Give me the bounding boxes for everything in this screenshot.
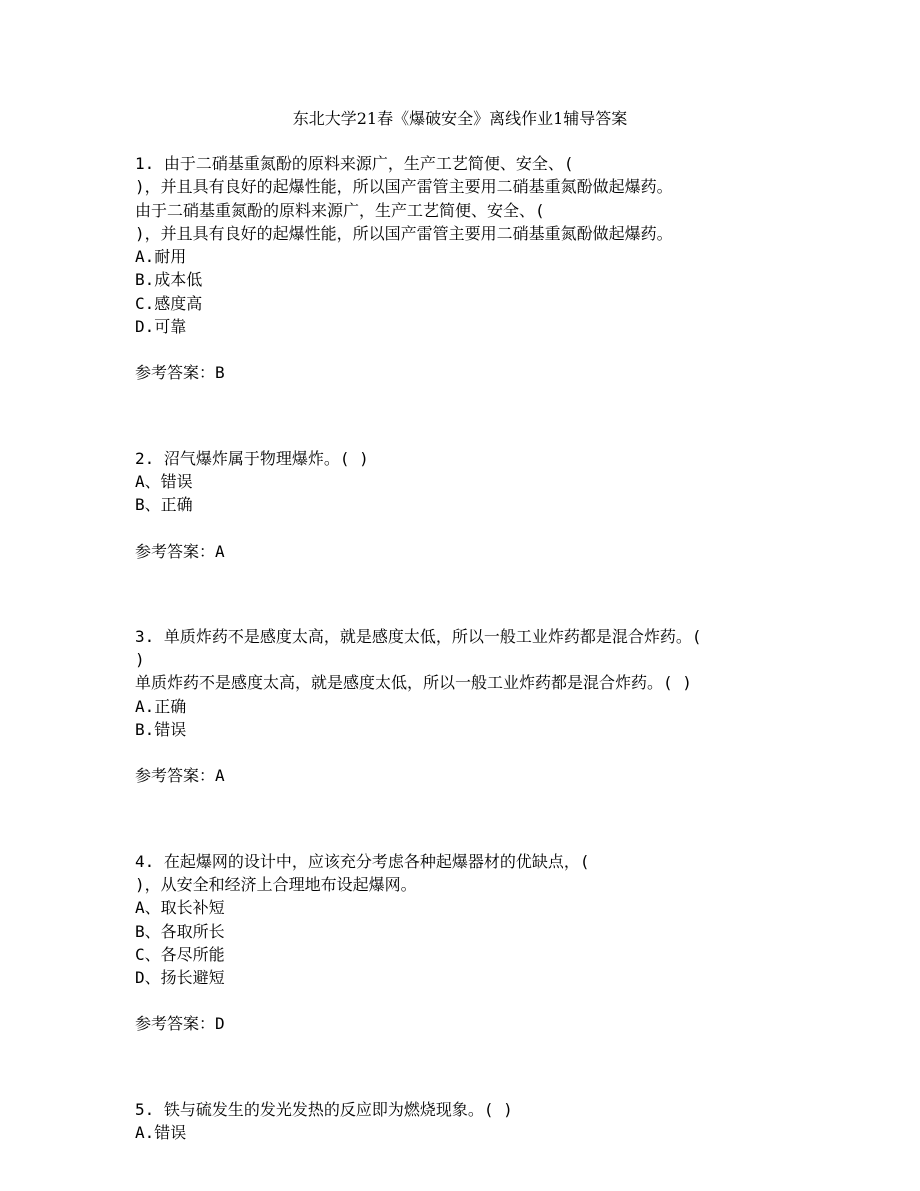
- question-stem-line: ): [135, 650, 145, 670]
- option-a: A.耐用: [135, 247, 187, 267]
- question-list: [135, 152, 795, 1144]
- question-stem-line: 3. 单质炸药不是感度太高，就是感度太低，所以一般工业炸药都是混合炸药。(: [135, 626, 702, 646]
- document-title: 东北大学21春《爆破安全》离线作业1辅导答案: [292, 109, 628, 128]
- option-b: B、正确: [135, 495, 193, 515]
- option-d: D.可靠: [135, 317, 187, 337]
- question-4: [135, 850, 795, 1036]
- question-spacer: [135, 385, 795, 447]
- question-stem-line: 2. 沼气爆炸属于物理爆炸。( ): [135, 448, 369, 468]
- question-2: [135, 447, 795, 563]
- option-b: B.错误: [135, 720, 187, 740]
- option-b: B、各取所长: [135, 921, 225, 941]
- reference-answer: 参考答案：A: [135, 766, 225, 786]
- question-stem-line: )，并且具有良好的起爆性能，所以国产雷管主要用二硝基重氮酚做起爆药。: [135, 177, 673, 197]
- question-stem-line: 由于二硝基重氮酚的原料来源广，生产工艺简便、安全、(: [135, 200, 545, 220]
- reference-answer: 参考答案：B: [135, 363, 225, 383]
- question-stem-line: 1. 由于二硝基重氮酚的原料来源广，生产工艺简便、安全、(: [135, 154, 574, 173]
- question-stem-line: 4. 在起爆网的设计中，应该充分考虑各种起爆器材的优缺点，(: [135, 851, 590, 871]
- option-d: D、扬长避短: [135, 968, 225, 988]
- question-spacer: [135, 1036, 795, 1098]
- option-a: A.错误: [135, 1123, 187, 1143]
- option-a: A.正确: [135, 696, 187, 716]
- reference-answer: 参考答案：D: [135, 1014, 225, 1034]
- question-1: [135, 152, 795, 385]
- option-c: C.感度高: [135, 293, 203, 313]
- question-stem-line: 单质炸药不是感度太高，就是感度太低，所以一般工业炸药都是混合炸药。( ): [135, 673, 692, 693]
- question-3: [135, 625, 795, 788]
- reference-answer: 参考答案：A: [135, 541, 225, 561]
- option-b: B.成本低: [135, 270, 203, 290]
- question-spacer: [135, 788, 795, 850]
- question-stem-line: 5. 铁与硫发生的发光发热的反应即为燃烧现象。( ): [135, 1099, 513, 1119]
- question-stem-line: )，并且具有良好的起爆性能，所以国产雷管主要用二硝基重氮酚做起爆药。: [135, 223, 673, 243]
- option-a: A、错误: [135, 471, 193, 491]
- option-a: A、取长补短: [135, 898, 225, 918]
- question-spacer: [135, 563, 795, 625]
- question-5: [135, 1098, 795, 1145]
- option-c: C、各尽所能: [135, 944, 225, 964]
- question-stem-line: )，从安全和经济上合理地布设起爆网。: [135, 874, 417, 894]
